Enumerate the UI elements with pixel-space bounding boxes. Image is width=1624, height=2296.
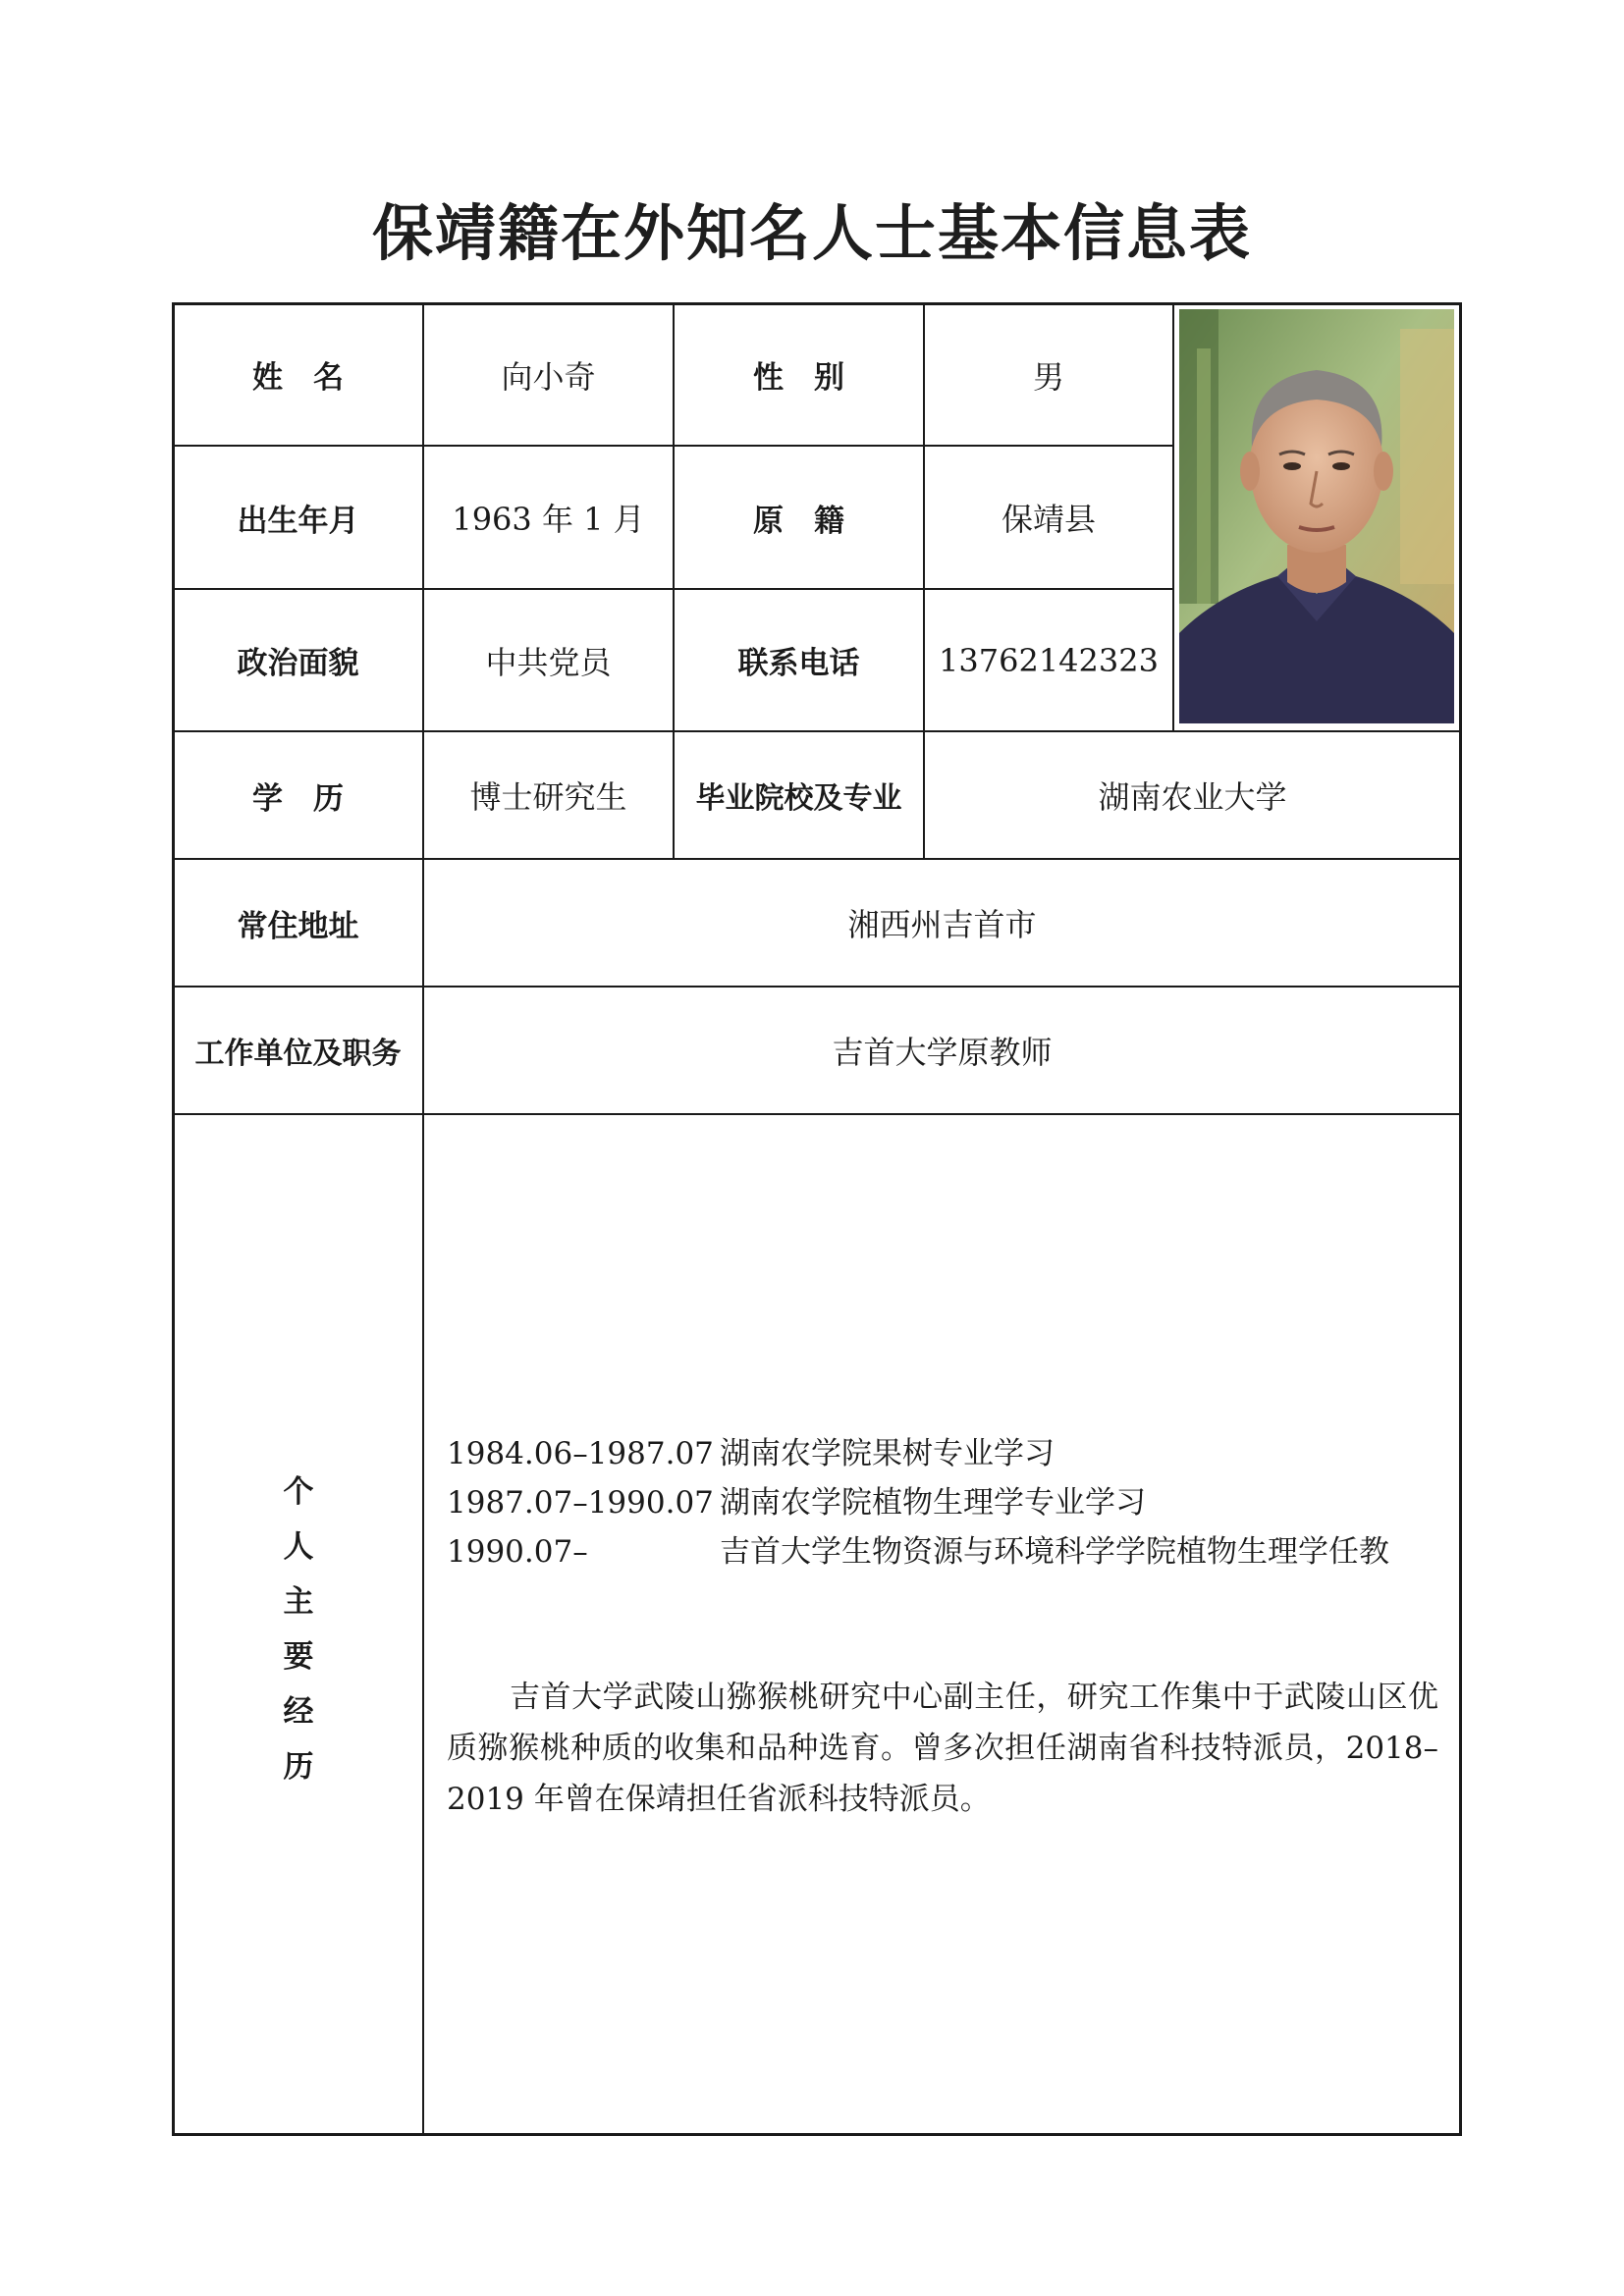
birth-value: 1963 年 1 月 xyxy=(452,501,645,538)
political-value: 中共党员 xyxy=(485,643,612,681)
political-label: 政治面貌 xyxy=(237,646,359,681)
education-label: 学 历 xyxy=(252,780,344,817)
birth-label: 出生年月 xyxy=(237,503,359,539)
career-list xyxy=(447,1429,1438,1576)
education-value: 博士研究生 xyxy=(469,778,627,816)
career-item xyxy=(447,1478,1438,1527)
name-label: 姓 名 xyxy=(252,360,344,396)
career-label-char: 人 xyxy=(283,1529,314,1565)
portrait-photo xyxy=(1179,309,1454,723)
origin-label: 原 籍 xyxy=(753,503,844,539)
career-date: 1984.06–1987.07 xyxy=(447,1436,714,1471)
career-label-char: 个 xyxy=(283,1474,314,1510)
career-label-char: 要 xyxy=(283,1639,314,1675)
career-label-char: 经 xyxy=(283,1694,314,1730)
school-value: 湖南农业大学 xyxy=(1098,778,1287,816)
career-item xyxy=(447,1527,1438,1576)
career-label-char: 主 xyxy=(283,1584,314,1620)
row-divider xyxy=(172,1113,1462,1115)
career-desc: 吉首大学生物资源与环境科学学院植物生理学任教 xyxy=(720,1534,1389,1570)
phone-value: 13762142323 xyxy=(939,641,1159,679)
gender-value: 男 xyxy=(1032,357,1064,396)
origin-value: 保靖县 xyxy=(1001,501,1096,538)
career-summary: 吉首大学武陵山猕猴桃研究中心副主任，研究工作集中于武陵山区优质猕猴桃种质的收集和品种选育。曾多次担任湖南省科技特派员，2018–2019 年曾在保靖担任省派科技特派员。 xyxy=(447,1680,1438,1817)
career-desc: 湖南农学院植物生理学专业学习 xyxy=(720,1485,1146,1521)
career-item xyxy=(447,1429,1438,1478)
work-value: 吉首大学原教师 xyxy=(832,1034,1053,1071)
career-label-char: 历 xyxy=(283,1749,314,1785)
work-label: 工作单位及职务 xyxy=(194,1037,402,1071)
page-title: 保靖籍在外知名人士基本信息表 xyxy=(371,197,1252,269)
address-value: 湘西州吉首市 xyxy=(847,906,1037,943)
name-value: 向小奇 xyxy=(501,357,596,396)
column-divider xyxy=(1172,302,1174,732)
career-date: 1990.07– xyxy=(447,1534,588,1570)
career-label xyxy=(257,1465,340,1794)
address-label: 常住地址 xyxy=(237,908,359,944)
career-desc: 湖南农学院果树专业学习 xyxy=(720,1436,1055,1471)
gender-label: 性 别 xyxy=(753,360,844,396)
school-label: 毕业院校及专业 xyxy=(695,781,902,816)
phone-label: 联系电话 xyxy=(737,646,860,681)
career-date: 1987.07–1990.07 xyxy=(447,1485,714,1521)
